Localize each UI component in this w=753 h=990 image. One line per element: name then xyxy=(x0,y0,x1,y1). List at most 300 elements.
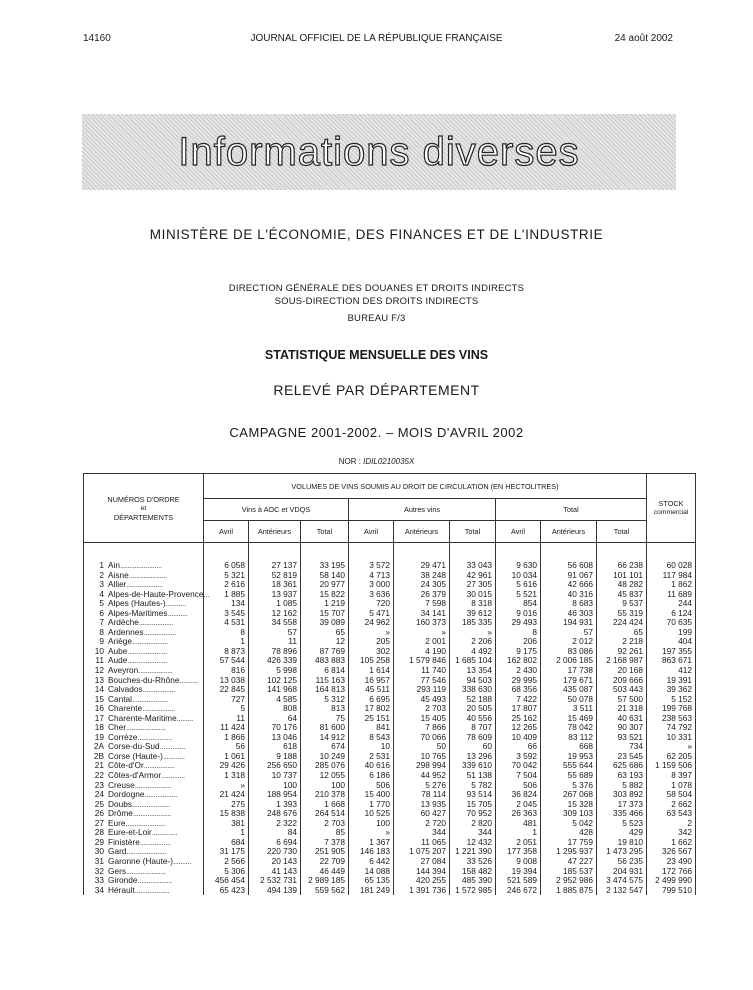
value-cell: 52 819 xyxy=(249,571,301,581)
value-cell: 105 258 xyxy=(349,656,394,666)
value-cell: 338 630 xyxy=(450,685,496,695)
leader-dots: ................. xyxy=(143,760,175,771)
value-cell: 4 190 xyxy=(394,647,450,657)
value-cell: 734 xyxy=(597,742,647,752)
value-cell: 2 006 185 xyxy=(541,656,597,666)
dept-number: 25 xyxy=(94,798,104,809)
value-cell: 335 466 xyxy=(597,809,647,819)
value-cell: 23 545 xyxy=(597,752,647,762)
value-cell: 16 957 xyxy=(349,676,394,686)
value-cell: 25 151 xyxy=(349,714,394,724)
value-cell: 78 609 xyxy=(450,733,496,743)
value-cell: 2 662 xyxy=(647,800,696,810)
value-cell: 816 xyxy=(204,666,249,676)
dept-number: 27 xyxy=(94,817,104,828)
value-cell: 1 668 xyxy=(301,800,349,810)
value-cell: 727 xyxy=(204,695,249,705)
value-cell: 302 xyxy=(349,647,394,657)
value-cell: 17 373 xyxy=(597,800,647,810)
dept-number: 6 xyxy=(99,607,104,618)
sub-header-anterieurs: Antérieurs xyxy=(249,521,301,543)
value-cell: 2 703 xyxy=(301,819,349,829)
value-cell: 1 221 390 xyxy=(450,847,496,857)
value-cell: 1 685 104 xyxy=(450,656,496,666)
leader-dots: ........... xyxy=(167,607,188,618)
value-cell: 6 694 xyxy=(249,838,301,848)
value-cell: 15 822 xyxy=(301,590,349,600)
leader-dots: ................... xyxy=(138,665,173,676)
value-cell: 70 066 xyxy=(394,733,450,743)
value-cell: 506 xyxy=(349,781,394,791)
value-cell: 7 598 xyxy=(394,599,450,609)
dept-number: 28 xyxy=(94,827,104,838)
value-cell: 9 175 xyxy=(496,647,541,657)
value-cell: 13 937 xyxy=(249,590,301,600)
value-cell: 209 666 xyxy=(597,676,647,686)
dept-name: Charente xyxy=(108,703,143,714)
dept-name: Corrèze xyxy=(108,731,138,742)
leader-dots: ............. xyxy=(161,770,185,781)
dept-name: Dordogne xyxy=(108,789,145,800)
value-cell: 26 379 xyxy=(394,590,450,600)
value-cell: 87 769 xyxy=(301,647,349,657)
value-cell: 420 255 xyxy=(394,876,450,886)
value-cell: 2 051 xyxy=(496,838,541,848)
value-cell: 40 316 xyxy=(541,590,597,600)
value-cell: 9 008 xyxy=(496,857,541,867)
value-cell: 22 845 xyxy=(204,685,249,695)
sub-header-anterieurs: Antérieurs xyxy=(394,521,450,543)
leader-dots: ................... xyxy=(134,884,170,895)
value-cell: 25 162 xyxy=(496,714,541,724)
value-cell: 11 xyxy=(249,637,301,647)
ministry-heading: MINISTÈRE DE L'ÉCONOMIE, DES FINANCES ET DE L'INDUSTRIE xyxy=(149,227,604,242)
value-cell: 2 566 xyxy=(204,857,249,867)
value-cell: 70 176 xyxy=(249,723,301,733)
leader-dots: .............. xyxy=(151,827,178,838)
table-row xyxy=(84,886,696,896)
value-cell: 63 193 xyxy=(597,771,647,781)
dept-name: Ardennes xyxy=(108,626,144,637)
value-cell: 57 xyxy=(249,628,301,638)
value-cell: 94 503 xyxy=(450,676,496,686)
value-cell: 84 xyxy=(249,828,301,838)
value-cell: 3 545 xyxy=(204,609,249,619)
value-cell: 101 101 xyxy=(597,571,647,581)
value-cell: » xyxy=(450,628,496,638)
value-cell: 31 175 xyxy=(204,847,249,857)
value-cell: 1 075 207 xyxy=(394,847,450,857)
value-cell: 7 422 xyxy=(496,695,541,705)
value-cell: 267 068 xyxy=(541,790,597,800)
value-cell: 684 xyxy=(204,838,249,848)
value-cell: 210 378 xyxy=(301,790,349,800)
value-cell: 185 335 xyxy=(450,618,496,628)
value-cell: 3 000 xyxy=(349,580,394,590)
value-cell: 68 356 xyxy=(496,685,541,695)
leader-dots: ...................... xyxy=(126,846,167,857)
dept-number: 26 xyxy=(94,808,104,819)
value-cell: 344 xyxy=(450,828,496,838)
value-cell: 92 261 xyxy=(597,647,647,657)
wine-statistics-table xyxy=(83,473,696,895)
leader-dots: .................... xyxy=(134,779,171,790)
value-cell: 244 xyxy=(647,599,696,609)
value-cell: 15 705 xyxy=(450,800,496,810)
value-cell: 6 695 xyxy=(349,695,394,705)
value-cell: 27 084 xyxy=(394,857,450,867)
value-cell: 293 119 xyxy=(394,685,450,695)
value-cell: 485 390 xyxy=(450,876,496,886)
value-cell: 51 138 xyxy=(450,771,496,781)
value-cell: 13 046 xyxy=(249,733,301,743)
value-cell: 2 989 185 xyxy=(301,876,349,886)
value-cell: 29 426 xyxy=(204,761,249,771)
dept-number: 9 xyxy=(99,636,104,647)
section-banner xyxy=(82,114,676,190)
value-cell: 4 713 xyxy=(349,571,394,581)
dept-name: Ain xyxy=(108,560,120,570)
dept-name: Corse-du-Sud xyxy=(108,741,160,752)
dept-number: 33 xyxy=(94,875,104,886)
value-cell: 199 xyxy=(647,628,696,638)
value-cell: 3 636 xyxy=(349,590,394,600)
value-cell: 2 720 xyxy=(394,819,450,829)
value-cell: 74 792 xyxy=(647,723,696,733)
value-cell: 429 xyxy=(597,828,647,838)
value-cell: 1 159 506 xyxy=(647,761,696,771)
dept-number: 34 xyxy=(94,884,104,895)
dept-name: Alpes (Hautes-) xyxy=(108,598,166,609)
value-cell: 1 xyxy=(204,637,249,647)
dept-name: Doubs xyxy=(108,798,132,809)
value-cell: 10 331 xyxy=(647,733,696,743)
dept-name: Aisne xyxy=(108,569,129,580)
value-cell: 188 954 xyxy=(249,790,301,800)
value-cell: 17 738 xyxy=(541,666,597,676)
dept-number: 1 xyxy=(99,560,104,570)
dept-name: Allier xyxy=(108,579,127,590)
value-cell: 57 xyxy=(541,628,597,638)
value-cell: 1 085 xyxy=(249,599,301,609)
value-cell: 8 543 xyxy=(349,733,394,743)
value-cell: 309 103 xyxy=(541,809,597,819)
value-cell: 115 163 xyxy=(301,676,349,686)
dept-name: Côte-d'Or xyxy=(108,760,144,771)
dept-number: 17 xyxy=(94,712,104,723)
value-cell: 206 xyxy=(496,637,541,647)
value-cell: 70 635 xyxy=(647,618,696,628)
value-cell: 1 061 xyxy=(204,752,249,762)
value-cell: 55 319 xyxy=(597,609,647,619)
value-cell: 9 630 xyxy=(496,543,541,571)
aoc-group-header: Vins à AOC et VDQS xyxy=(204,499,349,521)
value-cell: 1 614 xyxy=(349,666,394,676)
value-cell: 65 423 xyxy=(204,886,249,896)
value-cell: 3 474 575 xyxy=(597,876,647,886)
value-cell: 20 143 xyxy=(249,857,301,867)
value-cell: 559 562 xyxy=(301,886,349,896)
value-cell: 428 xyxy=(541,828,597,838)
value-cell: 6 124 xyxy=(647,609,696,619)
value-cell: 36 824 xyxy=(496,790,541,800)
value-cell: 39 089 xyxy=(301,618,349,628)
value-cell: 8 xyxy=(496,628,541,638)
value-cell: 1 391 736 xyxy=(394,886,450,896)
value-cell: 5 782 xyxy=(450,781,496,791)
value-cell: 205 xyxy=(349,637,394,647)
sub-header-total: Total xyxy=(597,521,647,543)
value-cell: 58 140 xyxy=(301,571,349,581)
value-cell: 342 xyxy=(647,828,696,838)
value-cell: 2 430 xyxy=(496,666,541,676)
value-cell: 494 139 xyxy=(249,886,301,896)
value-cell: 1 xyxy=(496,828,541,838)
value-cell: 48 282 xyxy=(597,580,647,590)
value-cell: 91 067 xyxy=(541,571,597,581)
document-title: STATISTIQUE MENSUELLE DES VINS xyxy=(264,348,489,362)
value-cell: 1 xyxy=(204,828,249,838)
value-cell: 10 249 xyxy=(301,752,349,762)
dept-name: Gironde xyxy=(108,875,138,886)
value-cell: 15 838 xyxy=(204,809,249,819)
dept-cell xyxy=(84,543,204,571)
value-cell: 38 248 xyxy=(394,571,450,581)
dept-number: 3 xyxy=(99,579,104,590)
value-cell: 618 xyxy=(249,742,301,752)
value-cell: 808 xyxy=(249,704,301,714)
value-cell: 6 186 xyxy=(349,771,394,781)
value-cell: 34 141 xyxy=(394,609,450,619)
value-cell: 720 xyxy=(349,599,394,609)
value-cell: 33 195 xyxy=(301,543,349,571)
sub-header-anterieurs: Antérieurs xyxy=(541,521,597,543)
dept-name: Eure xyxy=(108,817,126,828)
value-cell: 456 454 xyxy=(204,876,249,886)
value-cell: 45 511 xyxy=(349,685,394,695)
value-cell: 39 612 xyxy=(450,609,496,619)
value-cell: 2 531 xyxy=(349,752,394,762)
value-cell: 854 xyxy=(496,599,541,609)
page-number: 14160 xyxy=(83,33,111,44)
dept-name: Cher xyxy=(108,722,126,733)
value-cell: 60 427 xyxy=(394,809,450,819)
direction-line-2: SOUS-DIRECTION DES DROITS INDIRECTS xyxy=(274,296,479,307)
dept-name: Hérault xyxy=(108,884,135,895)
value-cell: 5 471 xyxy=(349,609,394,619)
dept-name: Aveyron xyxy=(108,665,139,676)
value-cell: 41 143 xyxy=(249,867,301,877)
value-cell: 65 xyxy=(597,628,647,638)
leader-dots: ................... xyxy=(138,617,174,628)
value-cell: 102 125 xyxy=(249,676,301,686)
value-cell: 4 531 xyxy=(204,618,249,628)
value-cell: 164 813 xyxy=(301,685,349,695)
dept-number: 19 xyxy=(94,731,104,742)
leader-dots: ......... xyxy=(176,712,193,723)
value-cell: 93 521 xyxy=(597,733,647,743)
value-cell: 65 135 xyxy=(349,876,394,886)
dept-name: Ariège xyxy=(108,636,132,647)
dept-number: 2A xyxy=(93,741,104,752)
value-cell: » xyxy=(349,628,394,638)
value-cell: 8 397 xyxy=(647,771,696,781)
dept-name: Ardèche xyxy=(108,617,139,628)
value-cell: 100 xyxy=(249,781,301,791)
leader-dots: ...................... xyxy=(125,865,166,876)
value-cell: 70 952 xyxy=(450,809,496,819)
dept-name: Eure-et-Loir xyxy=(108,827,152,838)
leader-dots: ....................... xyxy=(120,560,162,570)
value-cell: 5 152 xyxy=(647,695,696,705)
leader-dots: ........... xyxy=(165,598,186,609)
value-cell: 2 045 xyxy=(496,800,541,810)
value-cell: 7 866 xyxy=(394,723,450,733)
value-cell: 172 766 xyxy=(647,867,696,877)
value-cell: 2 703 xyxy=(394,704,450,714)
value-cell: 246 672 xyxy=(496,886,541,896)
value-cell: 20 977 xyxy=(301,580,349,590)
dept-name: Alpes-de-Haute-Provence xyxy=(108,588,204,599)
value-cell: 52 188 xyxy=(450,695,496,705)
value-cell: 2 499 990 xyxy=(647,876,696,886)
value-cell: 3 592 xyxy=(496,752,541,762)
value-cell: 21 424 xyxy=(204,790,249,800)
value-cell: 3 572 xyxy=(349,543,394,571)
value-cell: 10 409 xyxy=(496,733,541,743)
journal-title: JOURNAL OFFICIEL DE LA RÉPUBLIQUE FRANÇAISE xyxy=(250,33,503,44)
sub-header-total: Total xyxy=(301,521,349,543)
dept-number: 32 xyxy=(94,865,104,876)
value-cell: 5 321 xyxy=(204,571,249,581)
leader-dots: ...................... xyxy=(127,655,168,666)
dept-number: 11 xyxy=(95,655,104,666)
value-cell: 1 885 875 xyxy=(541,886,597,896)
value-cell: 24 305 xyxy=(394,580,450,590)
value-cell: 47 227 xyxy=(541,857,597,867)
dept-name: Finistère xyxy=(108,836,140,847)
sub-header-avril: Avril xyxy=(496,521,541,543)
value-cell: 27 305 xyxy=(450,580,496,590)
value-cell: 56 608 xyxy=(541,543,597,571)
value-cell: 1 862 xyxy=(647,580,696,590)
value-cell: 12 265 xyxy=(496,723,541,733)
value-cell: 19 391 xyxy=(647,676,696,686)
value-cell: 1 885 xyxy=(204,590,249,600)
value-cell: 2 820 xyxy=(450,819,496,829)
leader-dots: ............ xyxy=(162,750,185,761)
value-cell: 426 339 xyxy=(249,656,301,666)
value-cell: 66 xyxy=(496,742,541,752)
value-cell: » xyxy=(349,828,394,838)
value-cell: 14 088 xyxy=(349,867,394,877)
value-cell: 251 905 xyxy=(301,847,349,857)
dept-column-header: NUMÉROS D'ORDRE et DÉPARTEMENTS xyxy=(84,474,204,543)
value-cell: 100 xyxy=(301,781,349,791)
value-cell: 57 544 xyxy=(204,656,249,666)
value-cell: 8 683 xyxy=(541,599,597,609)
value-cell: 1 295 937 xyxy=(541,847,597,857)
leader-dots: ...................... xyxy=(125,817,166,828)
value-cell: 63 543 xyxy=(647,809,696,819)
value-cell: 50 078 xyxy=(541,695,597,705)
value-cell: 70 042 xyxy=(496,761,541,771)
dept-number: 15 xyxy=(94,693,104,704)
value-cell: 503 443 xyxy=(597,685,647,695)
dept-number: 21 xyxy=(94,760,104,771)
value-cell: 2 206 xyxy=(450,637,496,647)
value-cell: 19 394 xyxy=(496,867,541,877)
value-cell: 15 328 xyxy=(541,800,597,810)
dept-number: 30 xyxy=(94,846,104,857)
value-cell: 19 810 xyxy=(597,838,647,848)
value-cell: 117 984 xyxy=(647,571,696,581)
leader-dots: ... xyxy=(203,588,209,599)
value-cell: 2 616 xyxy=(204,580,249,590)
value-cell: 5 306 xyxy=(204,867,249,877)
value-cell: 42 961 xyxy=(450,571,496,581)
leader-dots: .................... xyxy=(126,579,163,590)
value-cell: 81 600 xyxy=(301,723,349,733)
value-cell: 30 015 xyxy=(450,590,496,600)
sub-header-avril: Avril xyxy=(349,521,394,543)
value-cell: 506 xyxy=(496,781,541,791)
value-cell: 9 537 xyxy=(597,599,647,609)
value-cell: 2 218 xyxy=(597,637,647,647)
value-cell: 29 471 xyxy=(394,543,450,571)
value-cell: 11 740 xyxy=(394,666,450,676)
value-cell: 144 394 xyxy=(394,867,450,877)
value-cell: 78 042 xyxy=(541,723,597,733)
value-cell: 4 585 xyxy=(249,695,301,705)
value-cell: 298 994 xyxy=(394,761,450,771)
leader-dots: ..................... xyxy=(132,808,171,819)
value-cell: 60 028 xyxy=(647,543,696,571)
dept-number: 23 xyxy=(94,779,104,790)
stock-header: STOCK commercial xyxy=(647,474,696,543)
value-cell: 11 xyxy=(204,714,249,724)
value-cell: 22 709 xyxy=(301,857,349,867)
value-cell: 13 296 xyxy=(450,752,496,762)
value-cell: 40 556 xyxy=(450,714,496,724)
value-cell: 78 114 xyxy=(394,790,450,800)
value-cell: 8 318 xyxy=(450,599,496,609)
value-cell: 90 307 xyxy=(597,723,647,733)
value-cell: 18 361 xyxy=(249,580,301,590)
table-row xyxy=(84,543,696,571)
dept-number: 14 xyxy=(94,684,104,695)
value-cell: 26 363 xyxy=(496,809,541,819)
value-cell: 2 322 xyxy=(249,819,301,829)
value-cell: 181 249 xyxy=(349,886,394,896)
value-cell: 7 504 xyxy=(496,771,541,781)
value-cell: 1 662 xyxy=(647,838,696,848)
leader-dots: .............. xyxy=(159,741,185,752)
value-cell: 1 579 846 xyxy=(394,656,450,666)
value-cell: 1 473 295 xyxy=(597,847,647,857)
dept-name: Gard xyxy=(108,846,127,857)
value-cell: 10 525 xyxy=(349,809,394,819)
table-body xyxy=(84,543,696,896)
value-cell: 57 500 xyxy=(597,695,647,705)
leader-dots: ................... xyxy=(137,731,172,742)
dept-number: 13 xyxy=(94,674,104,685)
leader-dots: .......... xyxy=(173,855,192,866)
value-cell: 2 xyxy=(647,819,696,829)
dept-number: 10 xyxy=(94,645,104,656)
value-cell: 6 814 xyxy=(301,666,349,676)
value-cell: 483 883 xyxy=(301,656,349,666)
